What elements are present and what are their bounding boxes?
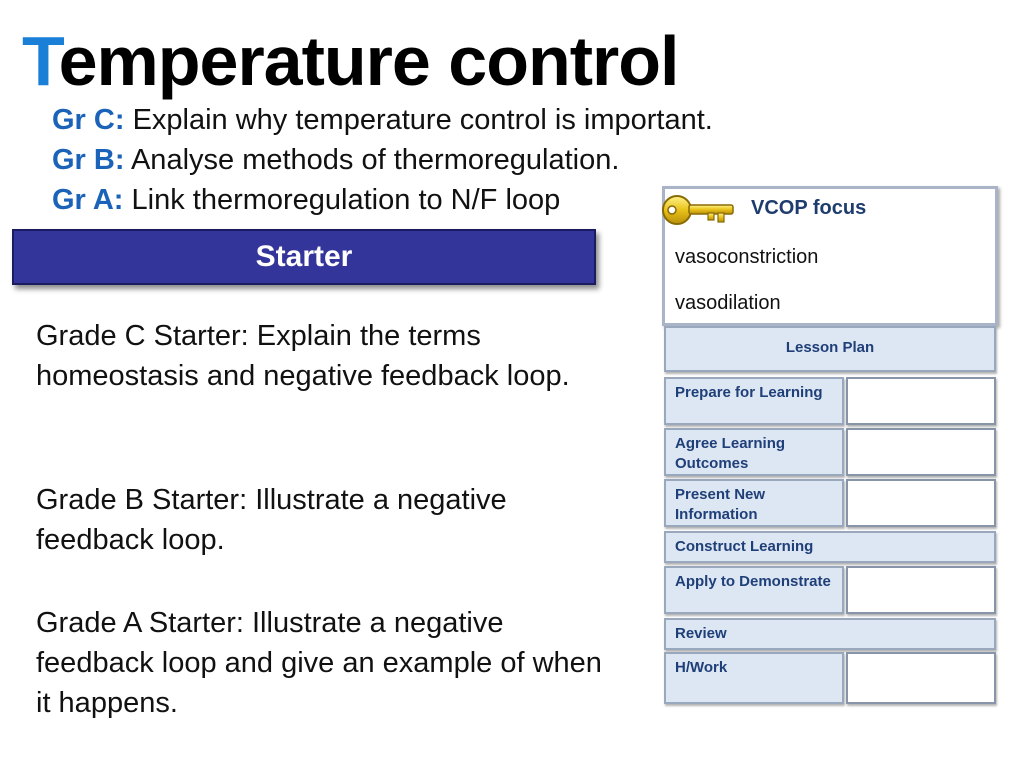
objective-a [52, 183, 560, 217]
lesson-step: Construct Learning [664, 531, 996, 563]
objective-c [52, 103, 713, 137]
title-first-letter: T [22, 22, 59, 100]
starter-task-b: Grade B Starter: Illustrate a negative feedback loop. [36, 484, 507, 556]
lesson-step: Apply to Demonstrate [664, 566, 844, 614]
lesson-step-notes [846, 428, 996, 476]
objective-grade: Gr A: [52, 184, 124, 216]
lesson-step: H/Work [664, 652, 844, 704]
lesson-step-notes [846, 479, 996, 527]
lesson-plan-heading: Lesson Plan [664, 326, 996, 372]
lesson-step: Prepare for Learning [664, 377, 844, 425]
key-icon [660, 188, 740, 232]
objective-text: Analyse methods of thermoregulation. [130, 144, 620, 176]
lesson-step: Review [664, 618, 996, 650]
lesson-step-notes [846, 652, 996, 704]
lesson-step-notes [846, 566, 996, 614]
starter-task-c: Grade C Starter: Explain the terms homeostasis and negative feedback loop. [36, 320, 570, 392]
objective-b [52, 143, 619, 177]
lesson-step: Agree Learning Outcomes [664, 428, 844, 476]
objective-text: Explain why temperature control is important. [132, 104, 713, 136]
vcop-word: vasoconstriction [675, 246, 819, 268]
starter-banner: Starter [12, 229, 596, 285]
lesson-step: Present New Information [664, 479, 844, 527]
starter-task-a: Grade A Starter: Illustrate a negative feedback loop and give an example of when it happens. [36, 607, 602, 719]
vcop-word: vasodilation [675, 292, 781, 314]
slide-title [22, 20, 679, 102]
vcop-heading: VCOP focus [751, 197, 867, 219]
objective-text: Link thermoregulation to N/F loop [131, 184, 561, 216]
lesson-plan [664, 326, 996, 706]
objective-grade: Gr B: [52, 144, 125, 176]
title-rest: emperature control [58, 22, 679, 100]
lesson-step-notes [846, 377, 996, 425]
objective-grade: Gr C: [52, 104, 125, 136]
